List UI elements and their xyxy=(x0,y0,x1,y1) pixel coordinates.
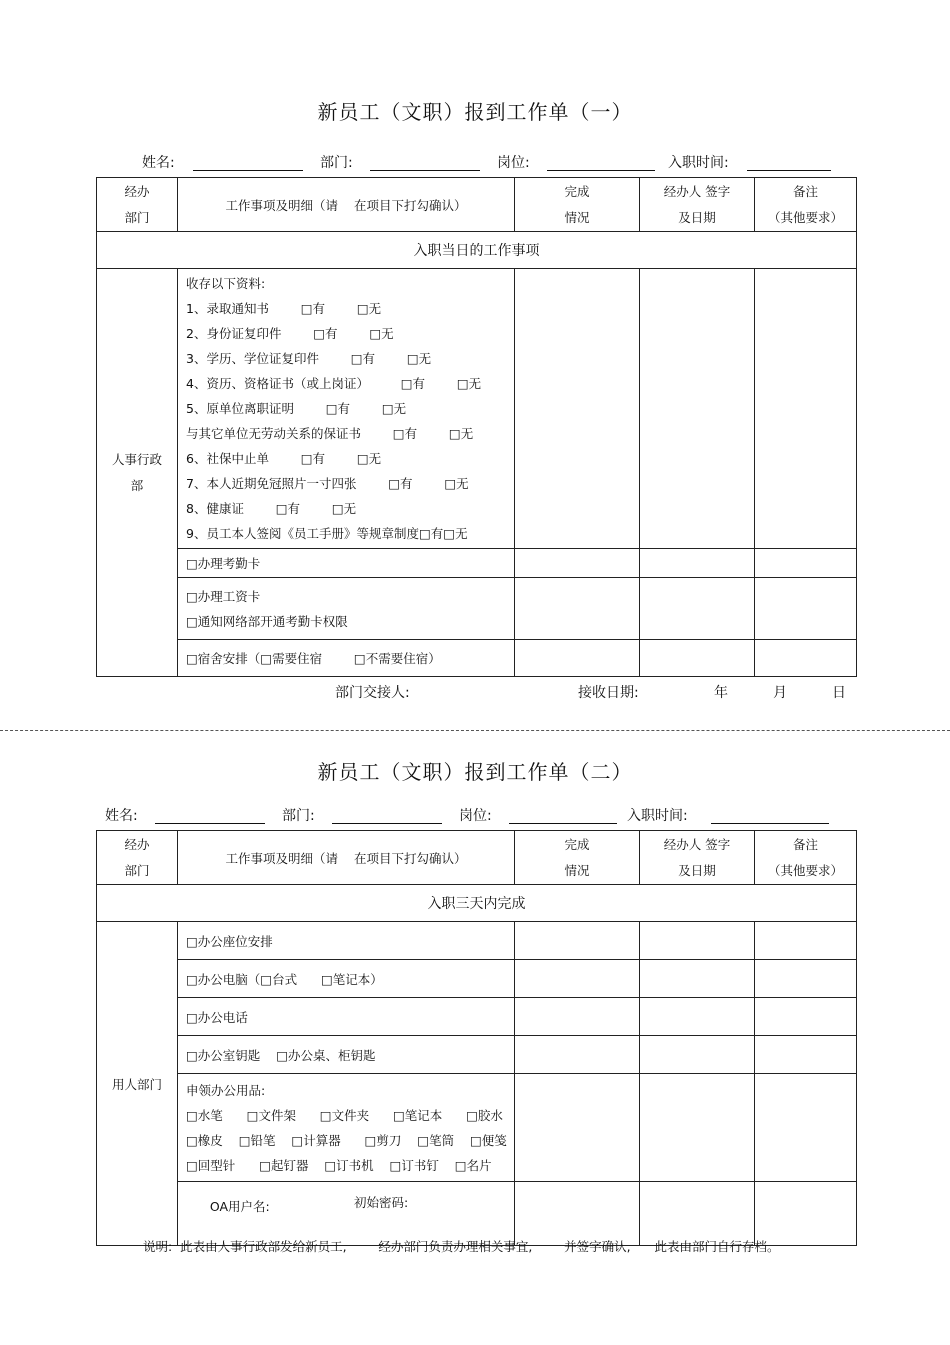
oa-username-label: OA用户名: xyxy=(209,1199,270,1214)
receive-date-label: 接收日期: xyxy=(578,685,639,701)
done-cell[interactable] xyxy=(515,640,640,677)
sign-cell[interactable] xyxy=(640,1074,755,1182)
header-remark: 备注 （其他要求） xyxy=(755,178,857,232)
hire-date-label: 入职时间: xyxy=(627,808,688,824)
checklist-item[interactable]: 3、学历、学位证复印件 □有 □无 xyxy=(186,351,432,366)
sign-cell[interactable] xyxy=(640,269,755,549)
sign-cell[interactable] xyxy=(640,960,755,998)
dorm-item[interactable]: □宿舍安排（□需要住宿 □不需要住宿） xyxy=(178,640,515,677)
remark-cell[interactable] xyxy=(755,578,857,640)
table-row xyxy=(97,1036,857,1074)
table-row xyxy=(97,922,857,960)
form1-table xyxy=(96,177,857,677)
table-row xyxy=(97,1074,857,1182)
header-sign: 经办人 签字 及日期 xyxy=(640,831,755,885)
done-cell[interactable] xyxy=(515,1182,640,1246)
table-row xyxy=(97,1182,857,1246)
oa-account-item[interactable] xyxy=(178,1182,515,1246)
dept-field[interactable] xyxy=(370,170,480,171)
remark-cell[interactable] xyxy=(755,269,857,549)
done-cell[interactable] xyxy=(515,960,640,998)
header-done: 完成 情况 xyxy=(515,178,640,232)
checklist-heading: 收存以下资料: xyxy=(186,276,266,291)
docs-checklist[interactable] xyxy=(178,269,515,549)
header-remark: 备注 （其他要求） xyxy=(755,831,857,885)
done-cell[interactable] xyxy=(515,549,640,578)
header-dept: 经办 部门 xyxy=(97,831,178,885)
checklist-item[interactable]: 2、身份证复印件 □有 □无 xyxy=(186,326,394,341)
header-done: 完成 情况 xyxy=(515,831,640,885)
checklist-item[interactable]: 1、录取通知书 □有 □无 xyxy=(186,301,382,316)
form2-title: 新员工（文职）报到工作单（二） xyxy=(317,760,633,784)
checklist-item[interactable]: 5、原单位离职证明 □有 □无 xyxy=(186,401,407,416)
keys-item[interactable]: □办公室钥匙 □办公桌、柜钥匙 xyxy=(178,1036,515,1074)
checklist-item[interactable]: 与其它单位无劳动关系的保证书 □有 □无 xyxy=(186,426,474,441)
header-items: 工作事项及明细（请 在项目下打勾确认） xyxy=(178,831,515,885)
position-label: 岗位: xyxy=(497,155,530,171)
form1-info-row xyxy=(0,150,950,176)
sign-cell[interactable] xyxy=(640,1182,755,1246)
name-field[interactable] xyxy=(193,170,303,171)
dept-label: 部门: xyxy=(320,155,353,171)
hire-date-field[interactable] xyxy=(747,170,831,171)
hire-date-label: 入职时间: xyxy=(668,155,729,171)
oa-password-label: 初始密码: xyxy=(354,1195,409,1210)
header-sign: 经办人 签字 及日期 xyxy=(640,178,755,232)
remark-cell[interactable] xyxy=(755,640,857,677)
name-label: 姓名: xyxy=(142,155,175,171)
remark-cell[interactable] xyxy=(755,998,857,1036)
remark-cell[interactable] xyxy=(755,960,857,998)
done-cell[interactable] xyxy=(515,1036,640,1074)
table-row xyxy=(97,998,857,1036)
done-cell[interactable] xyxy=(515,578,640,640)
table-row xyxy=(97,960,857,998)
computer-item[interactable]: □办公电脑（□台式 □笔记本） xyxy=(178,960,515,998)
form1-title: 新员工（文职）报到工作单（一） xyxy=(317,100,633,124)
done-cell[interactable] xyxy=(515,269,640,549)
handover-label: 部门交接人: xyxy=(335,685,410,701)
done-cell[interactable] xyxy=(515,1074,640,1182)
done-cell[interactable] xyxy=(515,922,640,960)
header-dept: 经办 部门 xyxy=(97,178,178,232)
seat-item[interactable]: □办公座位安排 xyxy=(178,922,515,960)
header-items: 工作事项及明细（请 在项目下打勾确认） xyxy=(178,178,515,232)
phone-item[interactable]: □办公电话 xyxy=(178,998,515,1036)
header-row xyxy=(97,178,857,232)
dept-cell: 用人部门 xyxy=(97,922,178,1246)
name-label: 姓名: xyxy=(105,808,138,824)
sign-cell[interactable] xyxy=(640,640,755,677)
sign-cell[interactable] xyxy=(640,1036,755,1074)
remark-cell[interactable] xyxy=(755,922,857,960)
remark-cell[interactable] xyxy=(755,1036,857,1074)
year-label: 年 xyxy=(714,685,728,701)
footnote: 说明: 此表由人事行政部发给新员工, 经办部门负责办理相关事宜, 并签字确认, 此表由部门自行存档。 xyxy=(143,1239,780,1254)
remark-cell[interactable] xyxy=(755,1074,857,1182)
checklist-item[interactable]: 4、资历、资格证书（或上岗证） □有 □无 xyxy=(186,376,482,391)
table-row xyxy=(97,578,857,640)
month-label: 月 xyxy=(773,685,787,701)
table-row xyxy=(97,549,857,578)
form2-table xyxy=(96,830,857,1246)
section-title: 入职三天内完成 xyxy=(97,885,857,922)
table-row xyxy=(97,269,857,549)
checklist-item[interactable]: 8、健康证 □有 □无 xyxy=(186,501,357,516)
form2-info-row xyxy=(0,803,950,829)
office-supplies-checklist[interactable]: 申领办公用品: □水笔 □文件架 □文件夹 □笔记本 □胶水 □橡皮 □铅笔 □计算器 □剪刀 □笔筒 □便笺 □回型针 □起钉器 □订书机 □订书钉 □名片 xyxy=(178,1074,515,1182)
section-title: 入职当日的工作事项 xyxy=(97,232,857,269)
table-row xyxy=(97,640,857,677)
name-field[interactable] xyxy=(155,823,265,824)
position-field[interactable] xyxy=(547,170,655,171)
dept-cell: 人事行政 部 xyxy=(97,269,178,677)
hire-date-field[interactable] xyxy=(711,823,829,824)
remark-cell[interactable] xyxy=(755,1182,857,1246)
position-label: 岗位: xyxy=(459,808,492,824)
done-cell[interactable] xyxy=(515,998,640,1036)
sign-cell[interactable] xyxy=(640,549,755,578)
remark-cell[interactable] xyxy=(755,549,857,578)
day-label: 日 xyxy=(832,685,846,701)
dept-field[interactable] xyxy=(332,823,442,824)
salary-card-items[interactable]: □办理工资卡 □通知网络部开通考勤卡权限 xyxy=(178,578,515,640)
checklist-item[interactable]: 7、本人近期免冠照片一寸四张 □有 □无 xyxy=(186,476,469,491)
position-field[interactable] xyxy=(509,823,617,824)
checklist-item[interactable]: 6、社保中止单 □有 □无 xyxy=(186,451,382,466)
checklist-item[interactable]: 9、员工本人签阅《员工手册》等规章制度□有□无 xyxy=(186,526,468,541)
attendance-card-item[interactable]: □办理考勤卡 xyxy=(178,549,515,578)
sign-cell[interactable] xyxy=(640,578,755,640)
cut-line-divider xyxy=(0,730,950,731)
sign-cell[interactable] xyxy=(640,922,755,960)
sign-cell[interactable] xyxy=(640,998,755,1036)
header-row xyxy=(97,831,857,885)
dept-label: 部门: xyxy=(282,808,315,824)
